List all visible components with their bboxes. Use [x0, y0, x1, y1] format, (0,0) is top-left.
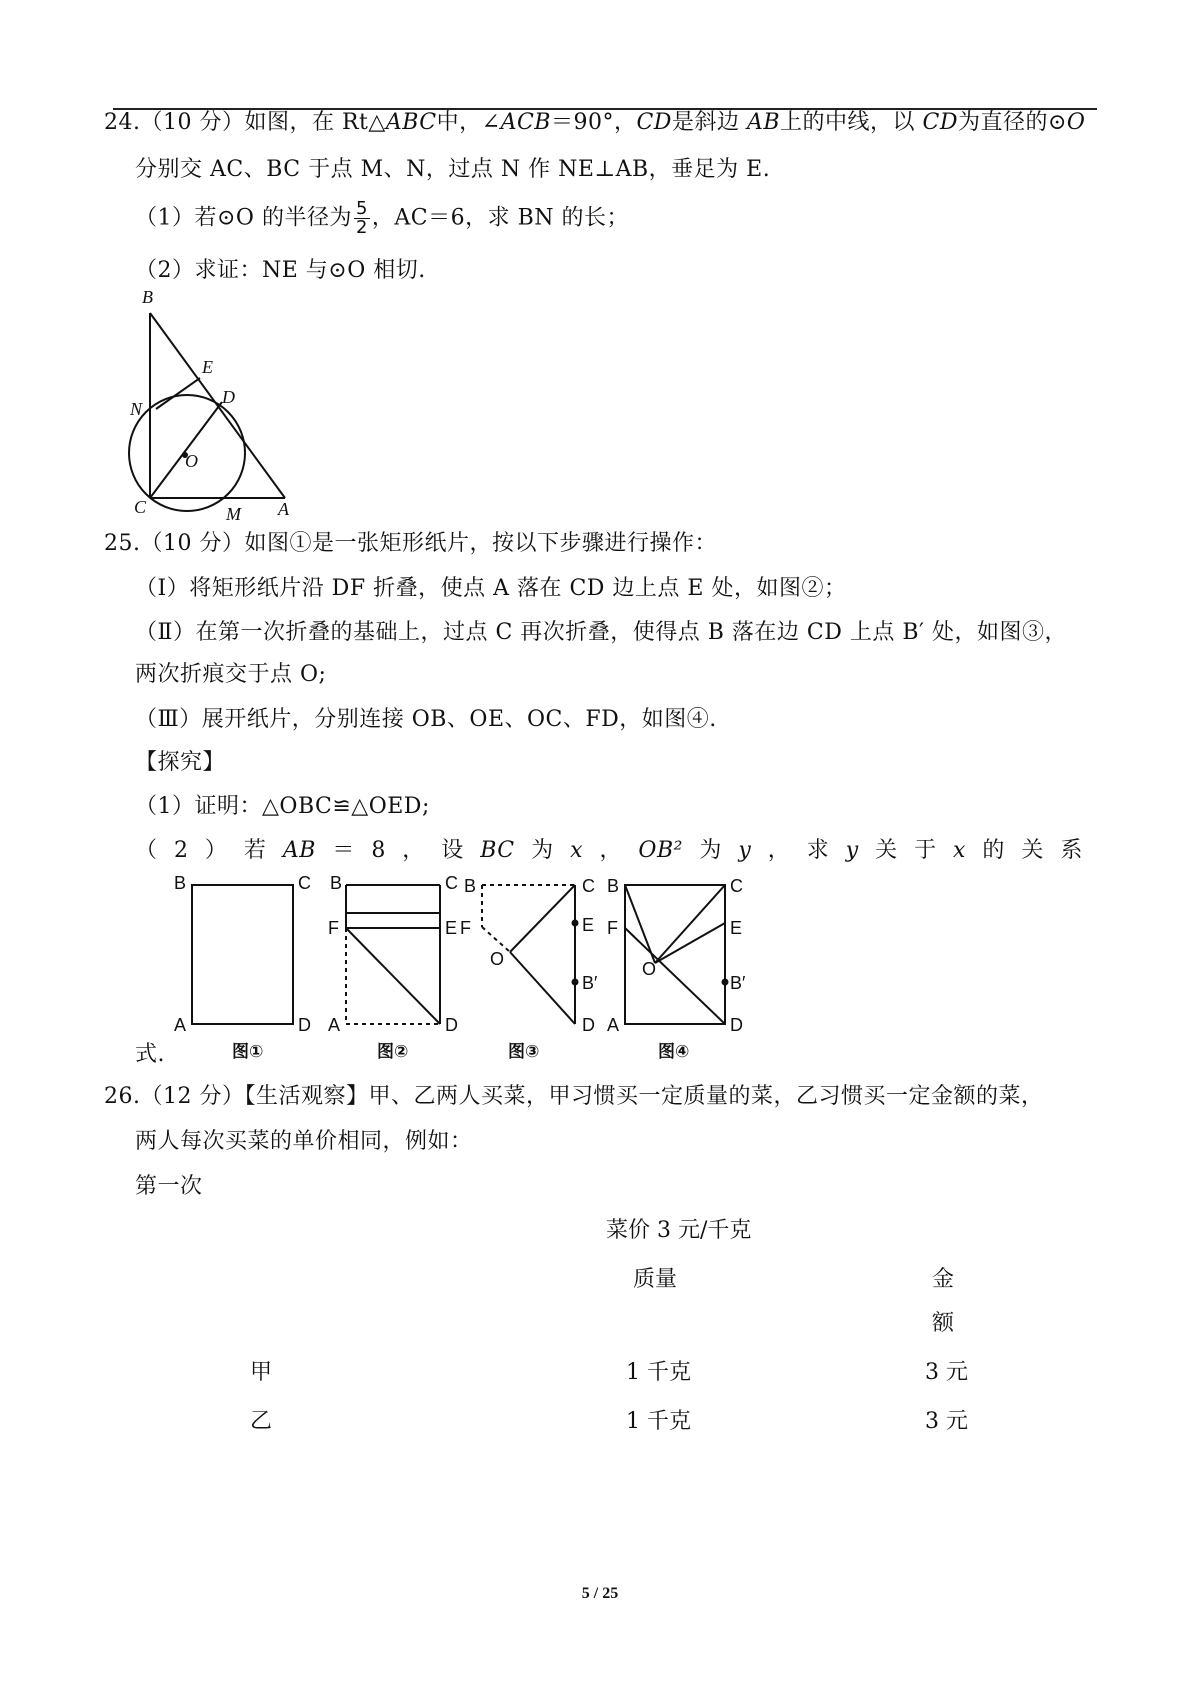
e2-token: 的 — [982, 838, 1005, 863]
svg-text:O: O — [490, 949, 505, 969]
svg-text:F: F — [607, 918, 618, 938]
label-B: B — [142, 287, 153, 307]
q25-e1: （1）证明：△OBC≌△OED; — [135, 794, 430, 819]
table-row-1-name: 乙 — [250, 1409, 273, 1434]
svg-text:E: E — [445, 918, 458, 938]
q24-part2: （2）求证：NE 与⊙O 相切. — [135, 258, 426, 283]
table-header-amount-1: 金 — [932, 1267, 955, 1292]
table-header-mass: 质量 — [633, 1267, 678, 1292]
svg-text:A: A — [328, 1015, 341, 1035]
svg-text:C: C — [298, 873, 311, 893]
q24-line2: 分别交 AC、BC 于点 M、N，过点 N 作 NE⊥AB，垂足为 E. — [135, 157, 771, 182]
svg-text:F: F — [460, 918, 471, 938]
e2-token: 2 — [173, 838, 189, 863]
q25-step2b: 两次折痕交于点 O; — [135, 662, 327, 687]
e2-token: 8 — [371, 838, 386, 863]
e2-token: 关 — [1021, 838, 1044, 863]
fig-caption-1: 图① — [232, 1042, 264, 1062]
svg-text:B′: B′ — [582, 973, 598, 993]
e2-token: x — [570, 838, 583, 863]
fraction-five-halves: $\frac{5}{2}$ — [355, 198, 368, 238]
label-C: C — [134, 497, 147, 517]
label-O: O — [185, 451, 198, 471]
e2-token: ， — [402, 838, 425, 863]
svg-text:C: C — [445, 873, 458, 893]
q24-line1: 24.（10 分）如图，在 Rt△ABC中，∠ACB＝90°，CD是斜边 AB上的中线，以 CD为直径的⊙O — [104, 110, 1086, 135]
table-row-0-name: 甲 — [250, 1360, 273, 1385]
q25-e2-end: 式. — [135, 1042, 165, 1067]
fig-caption-2: 图② — [377, 1042, 409, 1062]
e2-token: 为 — [531, 838, 554, 863]
q25-step2a: （Ⅱ）在第一次折叠的基础上，过点 C 再次折叠，使得点 B 落在边 CD 上点 B′ 处，如图③， — [135, 620, 1068, 645]
q26-first: 第一次 — [135, 1174, 203, 1199]
q25-step3: （Ⅲ）展开纸片，分别连接 OB、OE、OC、FD，如图④. — [135, 707, 717, 732]
fig-caption-3: 图③ — [508, 1042, 540, 1062]
e2-token: 系 — [1060, 838, 1083, 863]
e2-token: ， — [599, 838, 622, 863]
e2-token: 设 — [441, 838, 464, 863]
table-row-1-amount: 3 元 — [925, 1409, 968, 1434]
e2-token: 为 — [699, 838, 722, 863]
label-M: M — [226, 504, 241, 524]
svg-text:A: A — [607, 1015, 620, 1035]
label-D: D — [222, 387, 235, 407]
svg-text:D: D — [445, 1015, 458, 1035]
q25-line1: 25.（10 分）如图①是一张矩形纸片，按以下步骤进行操作： — [104, 531, 717, 556]
svg-text:D: D — [582, 1015, 595, 1035]
svg-text:B: B — [464, 876, 477, 896]
e2-token: ） — [204, 838, 228, 863]
table-row-1-mass: 1 千克 — [626, 1409, 691, 1434]
table-price: 菜价 3 元/千克 — [606, 1218, 752, 1243]
svg-text:C: C — [582, 876, 595, 896]
e2-token: 于 — [914, 838, 937, 863]
svg-text:B′: B′ — [730, 973, 746, 993]
e2-token: BC — [480, 838, 515, 863]
table-header-amount-2: 额 — [932, 1311, 955, 1336]
e2-token: 求 — [806, 838, 830, 863]
e2-token: y — [845, 838, 859, 863]
svg-text:E: E — [582, 915, 595, 935]
svg-text:C: C — [730, 876, 743, 896]
e2-token: 若 — [243, 838, 267, 863]
svg-text:D: D — [730, 1015, 743, 1035]
page-number: 5 / 25 — [581, 1585, 619, 1602]
e2-token: ， — [767, 838, 791, 863]
e2-token: 关 — [875, 838, 898, 863]
table-row-0-amount: 3 元 — [925, 1360, 968, 1385]
fig-caption-4: 图④ — [658, 1042, 690, 1062]
e2-token: OB² — [638, 838, 683, 863]
q25-step1: （Ⅰ）将矩形纸片沿 DF 折叠，使点 A 落在 CD 边上点 E 处，如图②； — [135, 576, 847, 601]
label-E: E — [202, 357, 213, 377]
q25-e2 — [135, 836, 1083, 866]
e2-token: y — [738, 838, 752, 863]
svg-text:D: D — [298, 1015, 311, 1035]
svg-text:B: B — [330, 873, 343, 893]
svg-text:F: F — [328, 918, 339, 938]
svg-text:E: E — [730, 918, 743, 938]
q24-part1: （1）若⊙O 的半径为 $\frac{5}{2}$ ，AC＝6，求 BN 的长； — [135, 198, 630, 238]
svg-text:B: B — [607, 876, 620, 896]
q25-figures — [170, 865, 770, 1065]
label-A: A — [278, 499, 289, 519]
q24-figure — [120, 285, 320, 525]
svg-text:O: O — [642, 959, 657, 979]
e2-token: x — [953, 838, 966, 863]
q26-line2: 两人每次买菜的单价相同，例如： — [135, 1129, 473, 1154]
e2-token: （ — [135, 838, 158, 863]
q25-explore: 【探究】 — [135, 750, 226, 775]
q26-line1: 26.（12 分）【生活观察】甲、乙两人买菜，甲习惯买一定质量的菜，乙习惯买一定金额的菜， — [104, 1084, 1044, 1109]
e2-token: AB — [282, 838, 316, 863]
svg-text:A: A — [174, 1015, 187, 1035]
svg-text:B: B — [174, 873, 187, 893]
label-N: N — [130, 399, 143, 419]
table-row-0-mass: 1 千克 — [626, 1360, 691, 1385]
e2-token: ＝ — [332, 838, 355, 863]
